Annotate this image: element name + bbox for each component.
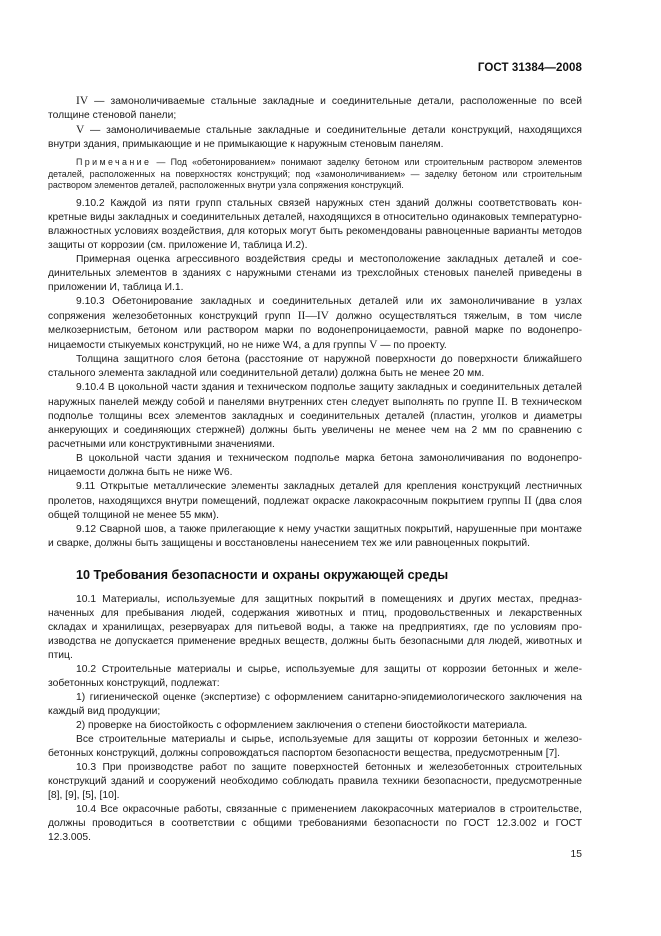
paragraph-9-12: 9.12 Сварной шов, а также прилегающие к нему участки защитных покрытий, нарушенные при монтаже и сварке, должны быть защищены и восстановлены нанесением тех же или равноценных покрытий. bbox=[48, 523, 582, 549]
roman-numeral: II bbox=[497, 395, 505, 408]
paragraph-9-10-4 bbox=[48, 381, 582, 452]
paragraph-text: . В техническом подполье толщины всех элементов закладных и соединительных деталей (пластин, уголков и диаметры анкерующих и соединяющих стержней) должны быть увеличены не менее чем на 2 мм по сравнению с расчетными или конструктивными значениями. bbox=[48, 396, 582, 450]
roman-numeral: II bbox=[524, 494, 532, 507]
paragraph-text: — по проекту. bbox=[377, 339, 447, 351]
document-standard-id: ГОСТ 31384—2008 bbox=[477, 62, 582, 74]
paragraph-9-10-3-continued: Толщина защитного слоя бетона (расстояние от наружной поверхности до поверхности ближайшего стального элемента закладной или соединительной детали) должна быть не менее 20 мм. bbox=[48, 353, 582, 379]
paragraph-10-2-continued: Все строительные материалы и сырье, используемые для защиты от коррозии бетонных и железобетонных конструкций, должны сопровождаться паспортом безопасности вещества, предусмотренным [7]. bbox=[48, 733, 582, 759]
paragraph-9-10-2: 9.10.2 Каждой из пяти групп стальных связей наружных стен зданий должны соответствовать конкретные виды закладных и соединительных деталей, находящихся в относительно одинаковых температурно-влажностных условиях воздействия, для которых могут быть рекомендованы равноценные варианты методов защиты от коррозии (см. приложение И, таблица И.2). bbox=[48, 197, 582, 251]
page-number: 15 bbox=[570, 849, 582, 860]
roman-numeral: V bbox=[369, 338, 378, 351]
paragraph-text: должно осуществляться тяжелым, в том числе мелкозернистым, бетоном или раствором марки по водонепроницаемости, равной марке по водонепроницаемости стыкуемых конструкций, но не ниже W4, а для группы bbox=[48, 310, 582, 351]
paragraph-9-10-3 bbox=[48, 295, 582, 353]
section-heading: 10 Требования безопасности и охраны окружающей среды bbox=[76, 567, 449, 582]
note-text: — Под «обетонированием» понимают заделку бетоном или строительным раствором элементов деталей, расположенных на поверхностях конструкций; под «замоноличиванием» — заделку бетоном или строительным раствором элементов деталей, расположенных внутри узла сопряжения конструкций. bbox=[48, 157, 582, 191]
paragraph-group-iv bbox=[48, 94, 582, 123]
list-item-2: 2) проверке на биостойкость с оформлением заключения о степени биостойкости материала. bbox=[76, 719, 528, 731]
paragraph-group-v bbox=[48, 123, 582, 152]
paragraph-text: (два слоя общей толщиной не менее 55 мкм). bbox=[48, 495, 582, 521]
paragraph-text: 9.10.3 Обетонирование закладных и соединительных деталей или их замоноличивание в узлах сопряжения железобетонных конструкций групп bbox=[48, 295, 582, 322]
paragraph-10-3: 10.3 При производстве работ по защите поверхностей бетонных и железобетонных строительных конструкций зданий и сооружений необходимо соблюдать правила техники безопасности, предусмотренные [8], [9], [5], [10]. bbox=[48, 761, 582, 801]
note-label: Примечание bbox=[76, 157, 152, 167]
paragraph-10-1: 10.1 Материалы, используемые для защитных покрытий в помещениях и других местах, предназначенных для пребывания людей, содержания животных и птиц, продовольственных и лекарственных складах и хранилищах, резервуарах для питьевой воды, а также на предприятиях, где по условиям производства не допускается применение вредных веществ, должны быть безопасными для людей, животных и птиц. bbox=[48, 593, 582, 661]
paragraph-9-10-2-continued: Примерная оценка агрессивного воздействия среды и местоположение закладных деталей и соединительных элементов в зданиях с наружными стенами из трехслойных стеновых панелей приведены в приложении И, таблица И.1. bbox=[48, 253, 582, 293]
roman-numeral-range: II—IV bbox=[297, 309, 329, 322]
paragraph-text: 9.10.4 В цокольной части здания и техническом подполье защиту закладных и соединительных деталей наружных панелей между собой и панелями внутренних стен следует выполнять по группе bbox=[48, 381, 582, 408]
paragraph-10-2: 10.2 Строительные материалы и сырье, используемые для защиты от коррозии бетонных и железобетонных конструкций, подлежат: bbox=[48, 663, 582, 689]
paragraph-10-4: 10.4 Все окрасочные работы, связанные с применением лакокрасочных материалов в строительстве, должны проводиться в соответствии с общими требованиями безопасности по ГОСТ 12.3.002 и ГОСТ 12.3.005. bbox=[48, 803, 582, 843]
list-item-1: 1) гигиенической оценке (экспертизе) с оформлением санитарно-эпидемиологического заключения на каждый вид продукции; bbox=[48, 691, 582, 717]
roman-numeral: IV bbox=[76, 95, 89, 107]
paragraph-text: 9.11 Открытые металлические элементы закладных деталей для крепления конструкций лестничных пролетов, находящихся внутри помещений, подлежат окраске лакокрасочным покрытием группы bbox=[48, 480, 582, 507]
paragraph-text: — замоноличиваемые стальные закладные и соединительные детали конструкций, находящихся внутри здания, примыкающие и не примыкающие к наружным стеновым панелям. bbox=[48, 125, 582, 150]
paragraph-9-10-4-continued: В цокольной части здания и техническом подполье марка бетона замоноличивания по водонепроницаемости должна быть не ниже W6. bbox=[48, 452, 582, 478]
roman-numeral: V bbox=[76, 124, 85, 136]
note bbox=[48, 157, 582, 192]
paragraph-text: — замоноличиваемые стальные закладные и соединительные детали, расположенные по всей толщине стеновой панели; bbox=[48, 96, 582, 121]
paragraph-9-11 bbox=[48, 480, 582, 523]
page-body bbox=[48, 94, 582, 845]
